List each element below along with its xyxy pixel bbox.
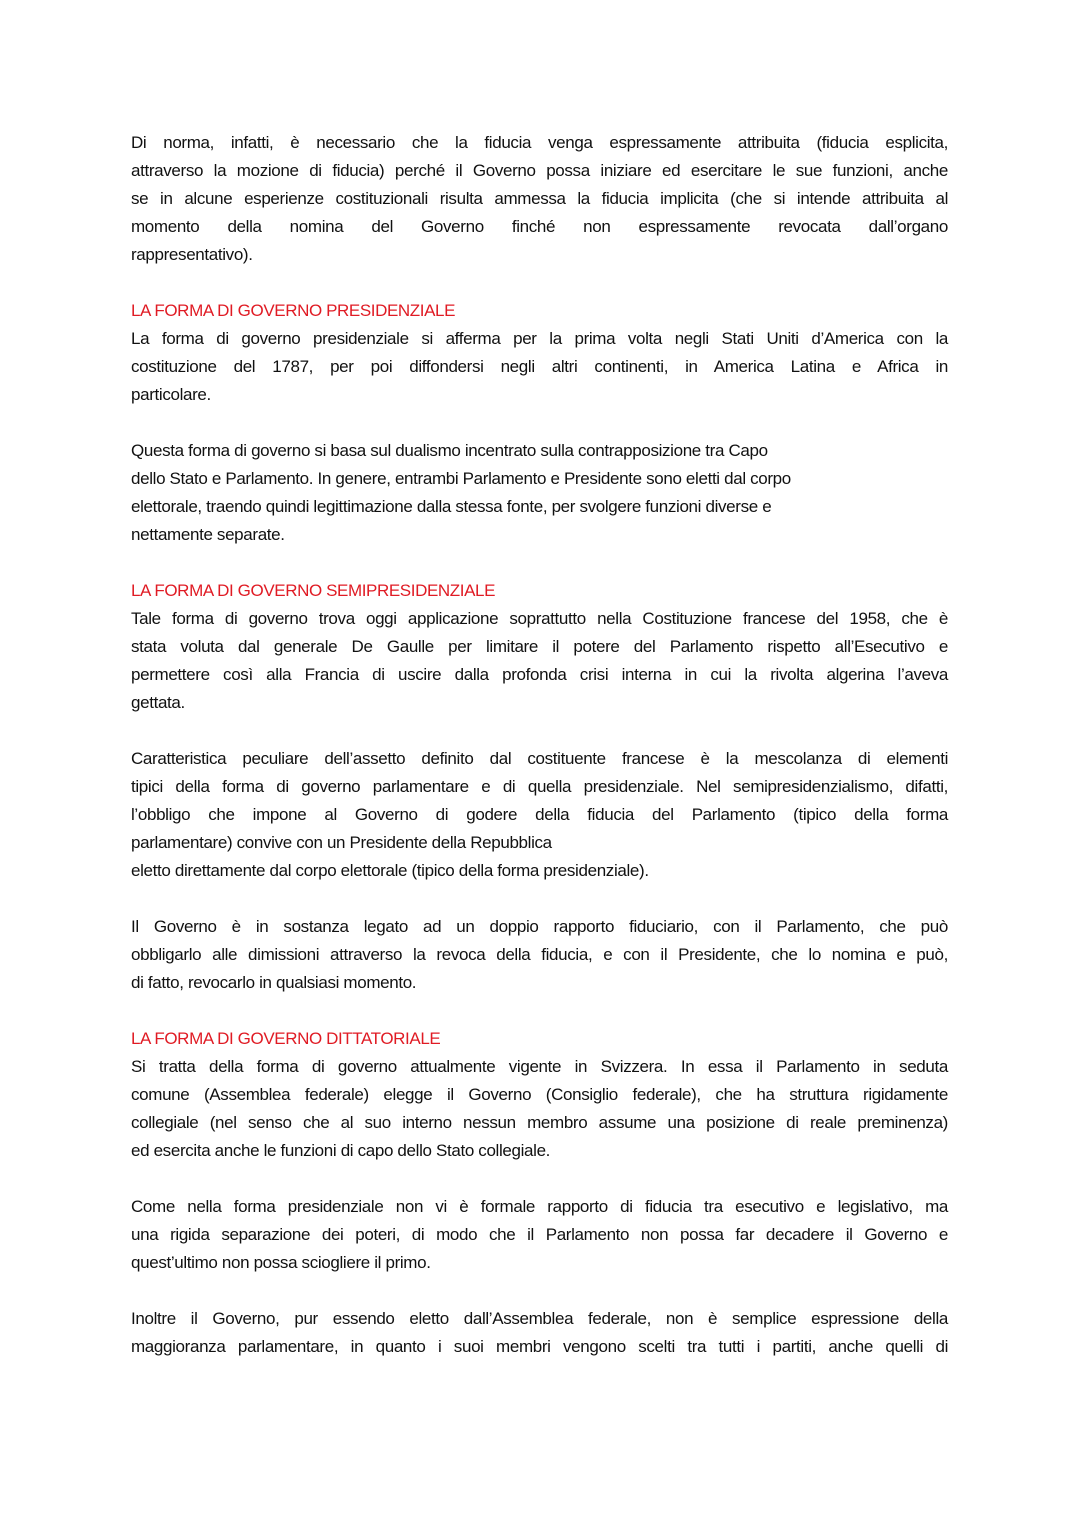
paragraph — [131, 1305, 948, 1361]
text-line: elettorale, traendo quindi legittimazione dalla stessa fonte, per svolgere funzioni diverse e — [131, 497, 772, 516]
text-line: obbligarlo alle dimissioni attraverso la revoca della fiducia, e con il Presidente, che lo nomina e può, — [131, 945, 948, 964]
text-line: costituzione del 1787, per poi diffondersi negli altri continenti, in America Latina e Africa in — [131, 357, 948, 376]
paragraph — [131, 437, 948, 549]
text-line: Tale forma di governo trova oggi applicazione soprattutto nella Costituzione francese del 1958, che è — [131, 609, 948, 628]
text-line: l’obbligo che impone al Governo di godere della fiducia del Parlamento (tipico della forma — [131, 805, 948, 824]
text-line: di fatto, revocarlo in qualsiasi momento. — [131, 973, 417, 992]
text-line: Si tratta della forma di governo attualmente vigente in Svizzera. In essa il Parlamento in seduta — [131, 1057, 948, 1076]
text-line: Questa forma di governo si basa sul dualismo incentrato sulla contrapposizione tra Capo — [131, 441, 768, 460]
text-line: momento della nomina del Governo finché non espressamente revocata dall’organo — [131, 217, 948, 236]
text-line: una rigida separazione dei poteri, di modo che il Parlamento non possa far decadere il Governo e — [131, 1225, 948, 1244]
text-line: Inoltre il Governo, pur essendo eletto dall’Assemblea federale, non è semplice espressione della — [131, 1309, 948, 1328]
text-line: La forma di governo presidenziale si afferma per la prima volta negli Stati Uniti d’America con la — [131, 329, 948, 348]
paragraph — [131, 913, 948, 997]
text-line: stata voluta dal generale De Gaulle per limitare il potere del Parlamento rispetto all’Esecutivo e — [131, 637, 948, 656]
section-heading-semipresidenziale: LA FORMA DI GOVERNO SEMIPRESIDENZIALE — [131, 581, 496, 600]
text-line: nettamente separate. — [131, 525, 285, 544]
section-heading-presidenziale: LA FORMA DI GOVERNO PRESIDENZIALE — [131, 301, 456, 320]
text-line: quest’ultimo non possa sciogliere il primo. — [131, 1253, 431, 1272]
text-line: rappresentativo). — [131, 245, 253, 264]
paragraph — [131, 1053, 948, 1165]
text-line: dello Stato e Parlamento. In genere, entrambi Parlamento e Presidente sono eletti dal corpo — [131, 469, 791, 488]
text-line: attraverso la mozione di fiducia) perché il Governo possa iniziare ed esercitare le sue funzioni, anche — [131, 161, 948, 180]
text-line: Come nella forma presidenziale non vi è formale rapporto di fiducia tra esecutivo e legislativo, ma — [131, 1197, 948, 1216]
text-line: tipici della forma di governo parlamentare e di quella presidenziale. Nel semipresidenzialismo, difatti, — [131, 777, 948, 796]
paragraph — [131, 605, 948, 717]
text-line: collegiale (nel senso che al suo interno nessun membro assume una posizione di reale preminenza) — [131, 1113, 948, 1132]
text-line: particolare. — [131, 385, 211, 404]
text-line: Il Governo è in sostanza legato ad un doppio rapporto fiduciario, con il Parlamento, che può — [131, 917, 948, 936]
paragraph — [131, 745, 948, 885]
text-line: ed esercita anche le funzioni di capo dello Stato collegiale. — [131, 1141, 551, 1160]
text-line: permettere così alla Francia di uscire dalla profonda crisi interna in cui la rivolta algerina l’aveva — [131, 665, 948, 684]
intro-paragraph — [131, 129, 948, 269]
text-line: maggioranza parlamentare, in quanto i suoi membri vengono scelti tra tutti i partiti, anche quelli di — [131, 1337, 948, 1356]
paragraph — [131, 325, 948, 409]
text-line: eletto direttamente dal corpo elettorale (tipico della forma presidenziale). — [131, 861, 649, 880]
text-line: se in alcune esperienze costituzionali risulta ammessa la fiducia implicita (che si intende attribuita al — [131, 189, 948, 208]
text-line: Caratteristica peculiare dell’assetto definito dal costituente francese è la mescolanza di elementi — [131, 749, 948, 768]
text-line: Di norma, infatti, è necessario che la fiducia venga espressamente attribuita (fiducia esplicita, — [131, 133, 948, 152]
paragraph — [131, 1193, 948, 1277]
document-page — [131, 129, 948, 1361]
text-line: comune (Assemblea federale) elegge il Governo (Consiglio federale), che ha struttura rigidamente — [131, 1085, 948, 1104]
section-heading-dittatoriale: LA FORMA DI GOVERNO DITTATORIALE — [131, 1029, 441, 1048]
text-line: parlamentare) convive con un Presidente della Repubblica — [131, 833, 552, 852]
text-line: gettata. — [131, 693, 185, 712]
